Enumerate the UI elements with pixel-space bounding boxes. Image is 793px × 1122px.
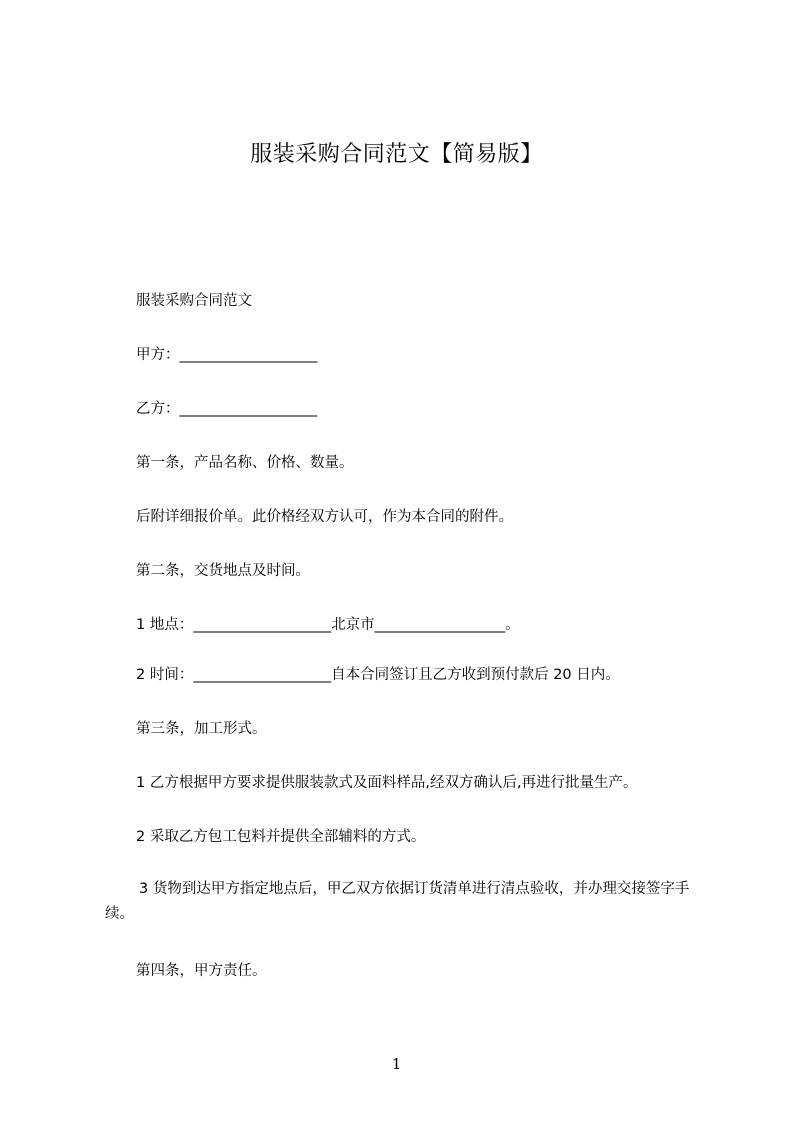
- document-title: 服装采购合同范文【简易版】: [250, 142, 543, 167]
- party-b-line: 乙方：___________________: [136, 401, 318, 417]
- page-number: 1: [391, 1055, 402, 1073]
- article-1-text: 后附详细报价单。此价格经双方认可，作为本合同的附件。: [136, 509, 513, 525]
- party-a-line: 甲方：___________________: [136, 347, 318, 363]
- article-4-heading: 第四条，甲方责任。: [136, 963, 267, 979]
- article-3-heading: 第三条，加工形式。: [136, 721, 267, 737]
- contract-heading: 服装采购合同范文: [136, 293, 252, 309]
- processing-item-2: 2 采取乙方包工包料并提供全部辅料的方式。: [136, 829, 426, 845]
- delivery-time-line: 2 时间：___________________自本合同签订且乙方收到预付款后 20 日内。: [136, 667, 620, 683]
- processing-item-1: 1 乙方根据甲方要求提供服装款式及面料样品,经双方确认后,再进行批量生产。: [136, 775, 638, 791]
- processing-item-3: 3 货物到达甲方指定地点后，甲乙双方依据订货清单进行清点验收，并办理交接签字手续。: [105, 881, 690, 922]
- delivery-location-line: 1 地点：___________________北京市__________________。: [136, 617, 520, 633]
- article-1-heading: 第一条，产品名称、价格、数量。: [136, 455, 354, 471]
- article-2-heading: 第二条，交货地点及时间。: [136, 563, 310, 579]
